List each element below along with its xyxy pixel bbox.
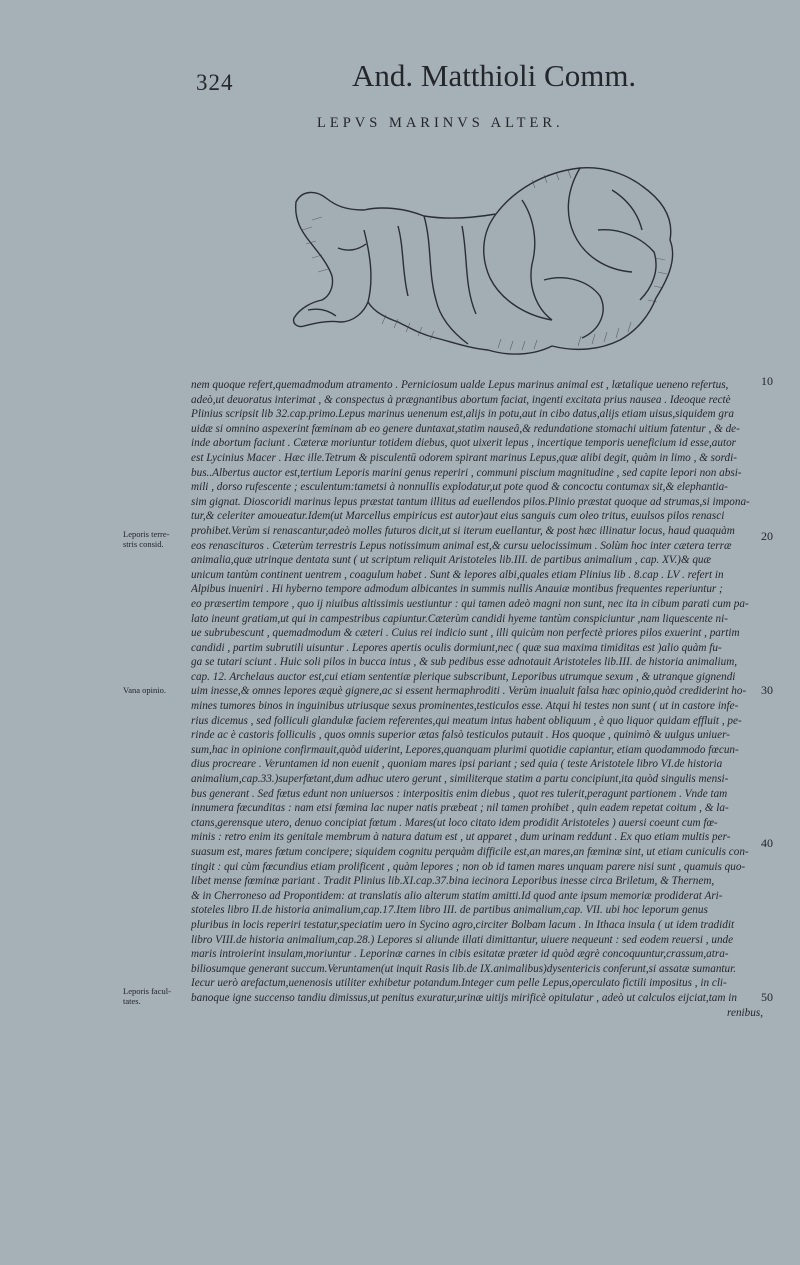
text-line: uidæ si omnino aspexerint fœminam ab eo genere duntaxat,statim nauseâ,& redundatione stomachi uitium fatentur , & de- [191, 422, 740, 435]
text-line: tingit : qui cùm fœcundius etiam prolificent , quàm lepores ; non ob id tamen mares unquam parere nisi sunt , quamuis quo- [191, 860, 746, 873]
text-line: ctans,gerensque utero, denuo concipiat fœtum . Mares(ut loco citato idem prodidit Aristoteles ) auersi coeunt cum fœ- [191, 816, 718, 829]
text-line: pluribus in locis reperiri testatur,speciatim uero in Sycino agro,circiter Bolbam lacum . In Ithaca insula ( ut idem tradidit [191, 918, 735, 931]
text-line: eos renascituros . Cæterùm terrestris Lepus notissimum animal est,& cursu uelocissimum . Solùm hoc inter cætera terræ [191, 539, 732, 552]
text-line: animalia,quæ utrinque dentata sunt ( ut scriptum reliquit Aristoteles lib.III. de partibus animalium , cap. XV.)& quæ [191, 554, 711, 567]
text-line: cap. 12. Archelaus auctor est,cui etiam sententiæ plerique subscribunt, Leporibus utrumque sexum , & utranque gignendi [191, 670, 736, 683]
text-line: sim gignat. Dioscoridi marinus lepus præstat tantum illitus ad euellendos pilos.Plinio præstat quoque ad strumas,si impona- [191, 495, 750, 508]
text-line: stoteles libro II.de historia animalium,cap.17.Item libro III. de partibus animalium,cap. VII. ubi hoc leporum genus [191, 904, 708, 917]
margin-note-leporis-facultates: Leporis facul- tates. [123, 986, 171, 1006]
text-line: libet mense fœminæ pariant . Tradit Plinius lib.XI.cap.37.bina iecinora Leporibus inesse circa Briletum, & Thernem, [191, 875, 715, 888]
margin-note-leporis-terrestris: Leporis terre- stris consid. [123, 529, 170, 549]
text-line: nem quoque refert,quemadmodum atramento . Perniciosum ualde Lepus marinus animal est , lætalique ueneno refertus, [191, 379, 729, 391]
text-line: dius procreare . Veruntamen id non euenit , quoniam mares ipsi pariant ; sed quia ( teste Aristotele libro VI.de historia [191, 758, 723, 771]
text-line: banoque igne succenso tandiu dimissus,ut penitus exuratur,urinæ uitijs mirificè opitulatur , adeò ut calculos eijciat,tam in [191, 991, 737, 1004]
text-line: unicum tantùm continent uentrem , coagulum habet . Sunt & lepores albi,quales etiam Plinius lib . 8.cap . LV . refert in [191, 568, 724, 581]
text-line: bus generant . Sed fœtus edunt non uniuersos : interpositis enim diebus , quot res tulerit,peragunt partionem . Vnde tam [191, 787, 728, 800]
text-line: Plinius scripsit lib 32.cap.primo.Lepus marinus uenenum est,alijs in potu,aut in cibo datus,alijs etiam uisus,siquidem gra [191, 408, 734, 421]
text-line: lato ineunt gratiam,ut qui in campestribus capiuntur.Cæterùm candidi hyeme tantùm conspiciuntur ,nam liquescente ni- [191, 612, 728, 625]
text-line: adeò,ut deuoratus interimat , & conspectus à prægnantibus abortum faciat, ingenti excitata prius nausea . Ideoque rectè [191, 393, 731, 406]
text-line: rius dicemus , sed folliculi glandulæ faciem referentes,qui meatum intus habent obliquum , è quo liquor quidam effluit , pe- [191, 714, 742, 727]
text-line: tur,& celeriter amoueatur.Idem(ut Marcellus empiricus est autor)aut eius sanguis cum oleo tritus, euulsos pilos renasci [191, 510, 725, 523]
line-number: 30 [761, 683, 773, 697]
text-line: ue subrubescunt , quemadmodum & cæteri . Cuius rei indicio sunt , illi quicùm non perfectè priores pilos exuerint , partim [191, 627, 740, 640]
section-title: LEPVS MARINVS ALTER. [317, 115, 564, 131]
text-line: biliosumque generant succum.Veruntamen(ut inquit Rasis lib.de IX.animalibus)dysentericis conferunt,si assatæ sumantur. [191, 962, 737, 975]
text-line: libro VIII.de historia animalium,cap.28.) Lepores si aliunde illati dimittantur, uiuere nequeunt : sed eodem reuersi , unde [191, 933, 734, 946]
text-line: minis : retro enim its genitale membrum à natura datum est , ut apparet , dum urinam reddunt . Ex quo etiam multis per- [191, 831, 731, 844]
page-number: 324 [196, 70, 234, 95]
commentary-text [191, 378, 763, 1020]
text-line: bus..Albertus auctor est,tertium Leporis marini genus reperiri , communi piscium magnitudine , sed capite lepori non absi- [191, 466, 742, 479]
text-line: candidi , partim subrutili uisuntur . Lepores apertis oculis dormiunt,nec ( quæ sua maxima timiditas est )alio quàm fu- [191, 641, 722, 654]
sea-hare-woodcut-icon [282, 160, 682, 360]
text-line: Iecur uerò arefactum,uenenosis utiliter exhibetur potandum.Integer cum pelle Lepus,operculato fictili impositus , in cli- [191, 977, 727, 990]
text-line: uim inesse,& omnes lepores æquè gignere,ac si essent hermaphroditi . Verùm inualuit falsa hæc opinio,quòd crediderint ho- [191, 685, 747, 698]
text-line: eo præsertim tempore , quo ij niuibus altissimis uestiuntur : qui tamen adeò magni non sunt, nec ita in cibum parati cum pa- [191, 597, 749, 610]
text-line: animalium,cap.33.)superfœtant,dum adhuc utero gerunt , similiterque statim a partu concipiunt,ita quòd singulis mensi- [191, 773, 729, 786]
text-line: mines tumores binos in inguinibus utriusque sexus prominentes,testiculos esse. Atqui hi testes non sunt ( ut in castore infe- [191, 700, 739, 713]
text-line: & in Cherroneso ad Propontidem: at translatis alio alterum statim amitti.Id quod ante ipsum memoriæ prodiderat Ari- [191, 889, 723, 902]
line-number: 10 [761, 374, 773, 388]
text-line: rinde ac è castoris folliculis , quos omnis superior ætas falsò testiculos putauit . Hos quoque , quinimò & uulgus uniuer- [191, 729, 730, 742]
line-number: 50 [761, 990, 773, 1004]
text-line: inde abortum faciunt . Cæteræ moriuntur totidem diebus, quot uixerit lepus , incertique temporis ueneficium id esse,autor [191, 437, 737, 450]
text-line: sum,hac in opinione confirmauit,quòd uiderint, Lepores,quanquam plurimi quotidie capiantur, etiam quodammodo fœcun- [191, 743, 739, 756]
line-number: 40 [761, 836, 773, 850]
running-head: And. Matthioli Comm. [352, 58, 637, 93]
text-line: renibus, [727, 1006, 763, 1019]
text-line: prohibet.Verùm si renascantur,adeò molles futuros dicit,ut si iterum euellantur, & post hæc illinatur locus, haud quaquàm [191, 524, 735, 537]
line-number: 20 [761, 529, 773, 543]
text-line: Alpibus inueniri . Hi hyberno tempore admodum albicantes in summis nullis Anauiæ montibus frequentes reperiuntur ; [191, 583, 723, 596]
text-line: mili , dorso rufescente ; esculentum:tametsi à nonnullis explodatur,ut pote quod & concoctu contumax sit,& elephantia- [191, 481, 728, 494]
text-line: maris introierint insulam,moriuntur . Leporinæ carnes in cibis esitatæ præter id quòd ægrè concoquuntur,crassum,atra- [191, 948, 729, 961]
text-line: suasum est, mares fœtum concipere; siquidem cognitu perquàm difficile est,an mares,an fœminæ sint, ut etiam cuniculis con- [191, 846, 749, 858]
text-line: ga se tutari sciunt . Huic soli pilos in bucca intus , & sub pedibus esse adnotauit Aristoteles lib.III. de historia animalium, [191, 656, 738, 669]
text-line: est Lycinius Macer . Hæc ille.Tetrum & pisculentū odorem spirant marinus Lepus,quæ alibi degit, quàm in limo , & sordi- [191, 451, 737, 464]
text-line: innumera fœcunditas : nam etsi fœmina lac nuper natis præbeat ; nil tamen prohibet , quin eadem repetat coitum , & la- [191, 802, 729, 815]
margin-note-vana-opinio: Vana opinio. [123, 685, 166, 695]
